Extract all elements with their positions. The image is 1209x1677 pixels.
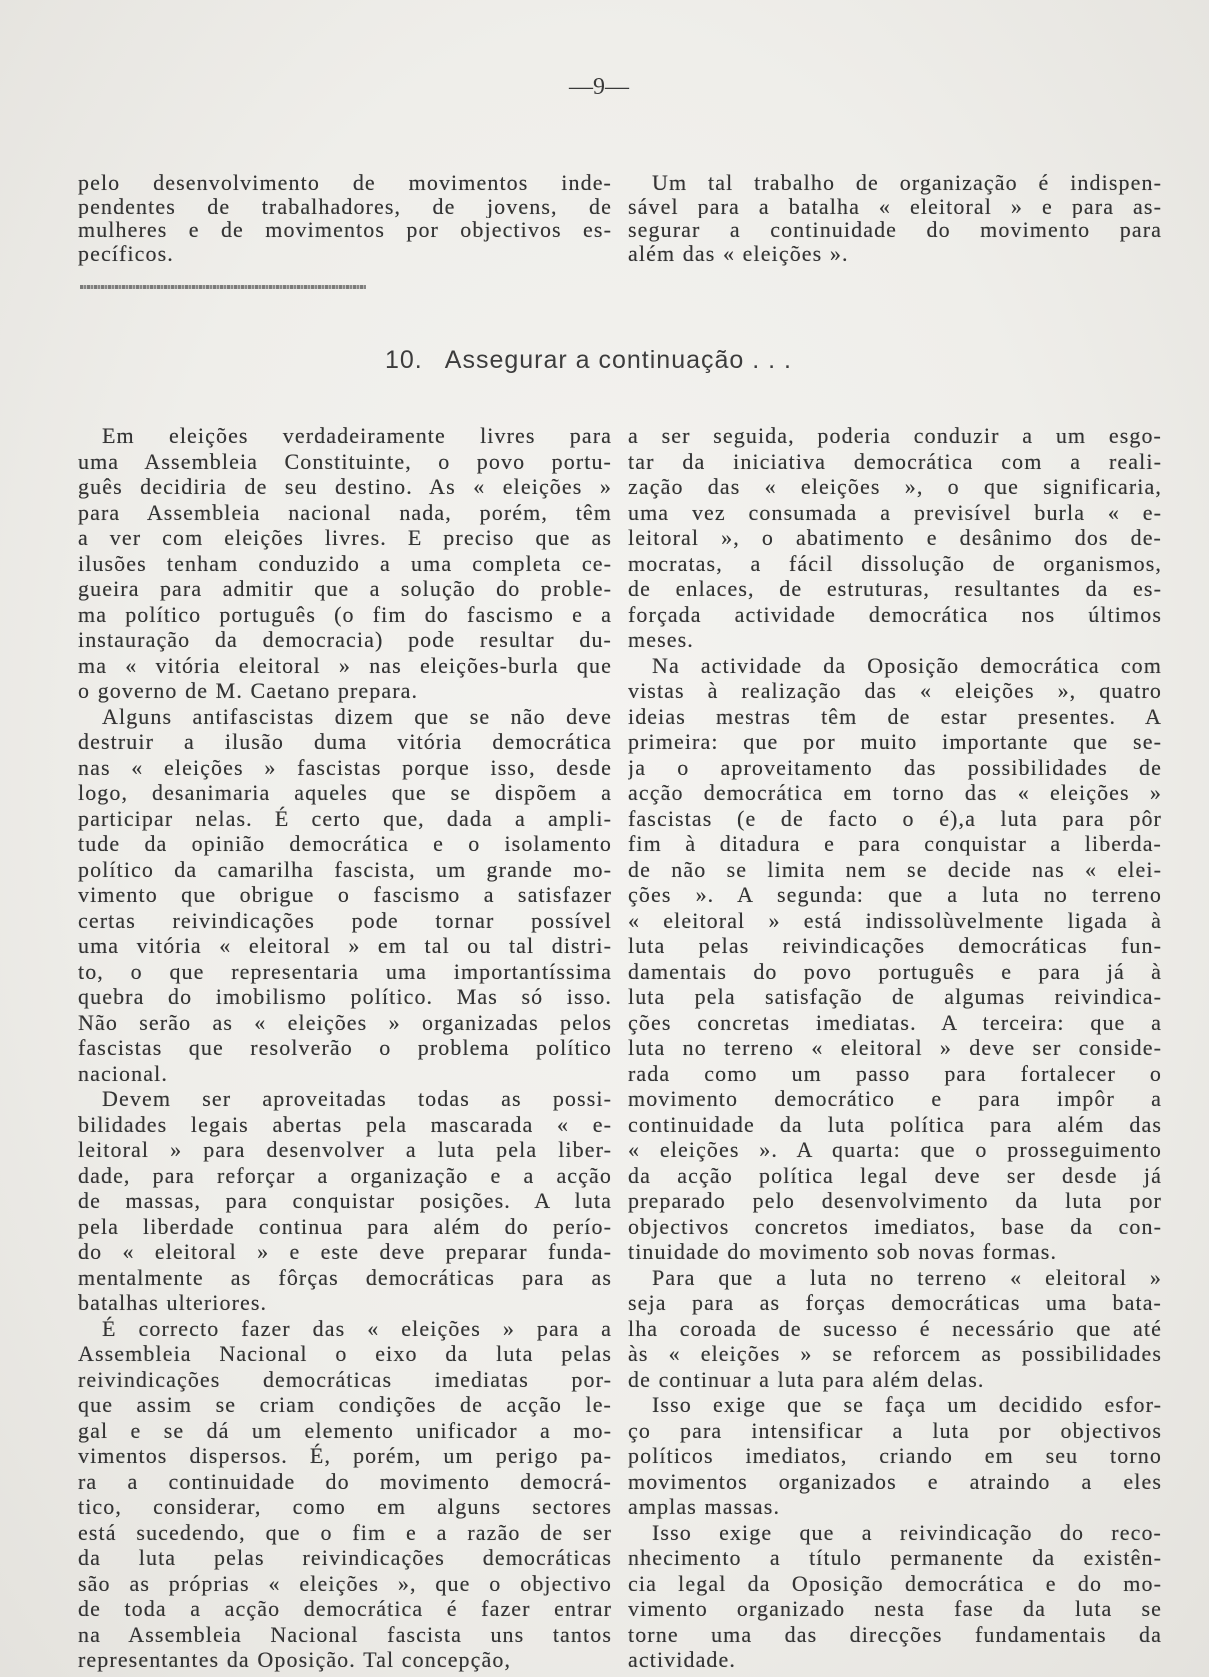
text-line: sável para a batalha « eleitoral » e para as- [628,194,1162,219]
text-line: leitoral » para desenvolver a luta pela liber- [78,1137,612,1162]
text-line: Assembleia Nacional o eixo da luta pelas [78,1341,612,1366]
text-line: ções ». A segunda: que a luta no terreno [628,882,1162,907]
text-line: luta pelas reivindicações democráticas fun- [628,933,1162,958]
text-line: fascistas que resolverão o problema político [78,1035,612,1060]
text-line: pecíficos. [78,242,174,266]
text-line: actividade. [628,1647,736,1672]
text-line: ma « vitória eleitoral » nas eleições-burla que [78,652,612,678]
text-line: cia legal da Oposição democrática e do mo- [628,1570,1162,1596]
text-line: às « eleições » se reforcem as possibilidades [628,1341,1162,1366]
paragraph [628,1265,1162,1393]
text-line: guês decidiria de seu destino. As « eleições » [78,474,612,499]
body-right-column [628,423,1162,1673]
text-line: « eleições ». A quarta: que o prosseguimento [628,1137,1162,1162]
text-line: uma vitória « eleitoral » em tal ou tal distri- [78,933,612,958]
text-line: uma vez consumada a previsível burla « e- [628,499,1162,525]
text-line: mentalmente as fôrças democráticas para as [78,1264,612,1290]
text-line: a ser seguida, poderia conduzir a um esgo- [628,423,1162,448]
section-number: 10. [385,346,423,374]
text-line: certas reivindicações pode tornar possível [78,907,612,933]
paragraph [628,1520,1162,1673]
text-line: representantes da Oposição. Tal concepção, [78,1647,512,1672]
paragraph [628,423,1162,653]
text-line: ilusões tenham conduzido a uma completa ce- [78,550,612,576]
text-line: vimento organizado nesta fase da luta se [628,1596,1162,1621]
text-line: tinuidade do movimento sob novas formas. [628,1239,1058,1264]
text-line: está sucedendo, que o fim e a razão de ser [78,1519,612,1545]
text-line: Isso exige que a reivindicação do reco- [652,1519,1162,1545]
text-line: « eleitoral » está indissolùvelmente ligada à [628,907,1162,933]
text-line: gueira para admitir que a solução do proble- [78,576,612,601]
top-right-column [628,171,1162,266]
text-line: ções concretas imediatas. A terceira: que a [628,1009,1162,1035]
text-line: zação das « eleições », o que significaria, [628,474,1162,499]
text-line: instauração da democracia) pode resultar du- [78,627,612,652]
text-line: vimentos dispersos. É, porém, um perigo pa- [78,1443,612,1468]
text-line: políticos imediatos, criando em seu torno [628,1443,1162,1468]
text-line: luta pela satisfação de algumas reivindica- [628,984,1162,1009]
text-line: participar nelas. É certo que, dada a ampli- [78,805,612,831]
text-line: lha coroada de sucesso é necessário que até [628,1315,1162,1341]
text-line: batalhas ulteriores. [78,1290,268,1315]
text-line: seja para as forças democráticas uma bata- [628,1290,1162,1315]
text-line: continuidade da luta política para além das [628,1111,1162,1137]
text-line: É correcto fazer das « eleições » para a [102,1315,612,1341]
text-line: fim à ditadura e para conquistar a liberda- [628,831,1162,856]
text-line: bilidades legais abertas pela mascarada « e- [78,1111,612,1137]
text-line: preparado pelo desenvolvimento da luta por [628,1188,1162,1213]
section-heading [385,342,792,378]
text-line: de toda a acção democrática é fazer entrar [78,1596,612,1621]
text-line: movimento democrático e para impôr a [628,1086,1162,1111]
text-line: vistas à realização das « eleições », quatro [628,678,1162,703]
text-line: damentais do povo português e para já à [628,958,1162,984]
text-line: rada como um passo para fortalecer o [628,1060,1162,1086]
text-line: pendentes de trabalhadores, de jovens, de [78,194,612,219]
text-line: pela liberdade continua para além do perío- [78,1213,612,1239]
text-line: reivindicações democráticas imediatas por- [78,1366,612,1392]
text-line: logo, desanimaria aqueles que se dispõem a [78,780,612,805]
text-line: segurar a continuidade do movimento para [628,218,1162,243]
text-line: Não serão as « eleições » organizadas pelos [78,1009,612,1035]
text-line: tico, considerar, como em alguns sectores [78,1494,612,1519]
text-line: Devem ser aproveitadas todas as possi- [102,1086,612,1111]
paragraph [628,171,1162,266]
text-line: são as próprias « eleições », que o objectivo [78,1570,612,1596]
text-line: Na actividade da Oposição democrática com [652,652,1162,678]
section-title: Assegurar a continuação . . . [444,346,793,374]
text-line: vimento que obrigue o fascismo a satisfazer [78,882,612,907]
text-line: amplas massas. [628,1494,781,1519]
text-line: ra a continuidade do movimento democrá- [78,1468,612,1494]
text-line: nhecimento a título permanente da existên- [628,1545,1162,1570]
text-line: de continuar a luta para além delas. [628,1366,985,1392]
body-left-column [78,423,612,1673]
text-line: Para que a luta no terreno « eleitoral » [652,1264,1162,1290]
text-line: ma político português (o fim do fascismo e a [78,601,612,627]
paragraph [78,704,612,1087]
text-line: tar da iniciativa democrática com a reali- [628,448,1162,474]
text-line: de não se limita nem se decide nas « elei- [628,856,1162,882]
text-line: meses. [628,627,694,652]
text-line: gal e se dá um elemento unificador a mo- [78,1417,612,1443]
text-line: na Assembleia Nacional fascista uns tantos [78,1621,612,1647]
top-left-column [78,171,612,266]
text-line: de enlaces, de estruturas, resultantes da es- [628,576,1162,601]
text-line: acção democrática em torno das « eleições » [628,780,1162,805]
text-line: do « eleitoral » e este deve preparar funda- [78,1239,612,1264]
text-line: de massas, para conquistar posições. A luta [78,1188,612,1213]
page-number: —9— [569,74,629,100]
text-line: movimentos organizados e atraindo a eles [628,1468,1162,1494]
paragraph [78,423,612,704]
text-line: ço para intensificar a luta por objectivos [628,1417,1162,1443]
separator-rule [80,285,366,289]
text-line: da acção política legal deve ser desde já [628,1162,1162,1188]
text-line: Em eleições verdadeiramente livres para [102,423,612,448]
text-line: Alguns antifascistas dizem que se não deve [102,703,612,729]
text-line: dade, para reforçar a organização e a acção [78,1162,612,1188]
text-line: Um tal trabalho de organização é indispen- [652,171,1162,195]
paragraph [78,171,612,266]
text-line: que assim se criam condições de acção le- [78,1392,612,1417]
text-line: político da camarilha fascista, um grande mo- [78,856,612,882]
text-line: Isso exige que se faça um decidido esfor- [652,1392,1162,1417]
text-line: a ver com eleições livres. E preciso que as [78,525,612,550]
paragraph [78,1086,612,1316]
text-line: para Assembleia nacional nada, porém, têm [78,499,612,525]
paragraph [628,1392,1162,1520]
text-line: pelo desenvolvimento de movimentos inde- [78,171,612,195]
text-line: nacional. [78,1060,168,1086]
text-line: leitoral », o abatimento e desânimo dos de- [628,525,1162,550]
text-line: forçada actividade democrática nos últimos [628,601,1162,627]
text-line: o governo de M. Caetano prepara. [78,678,419,703]
text-line: nas « eleições » fascistas porque isso, desde [78,754,612,780]
paragraph [78,1316,612,1673]
text-line: primeira: que por muito importante que se- [628,729,1162,754]
text-line: to, o que representaria uma importantíssima [78,958,612,984]
text-line: uma Assembleia Constituinte, o povo portu- [78,448,612,474]
text-line: tude da opinião democrática e o isolamento [78,831,612,856]
paragraph [628,653,1162,1265]
text-line: destruir a ilusão duma vitória democrática [78,729,612,754]
text-line: mocratas, a fácil dissolução de organismos, [628,550,1162,576]
text-line: torne uma das direcções fundamentais da [628,1621,1162,1647]
text-line: ja o aproveitamento das possibilidades de [628,754,1162,780]
text-line: da luta pelas reivindicações democráticas [78,1545,612,1570]
text-line: quebra do imobilismo político. Mas só isso. [78,984,612,1009]
text-line: além das « eleições ». [628,242,849,266]
text-line: objectivos concretos imediatos, base da con- [628,1213,1162,1239]
text-line: fascistas (e de facto o é),a luta para pôr [628,805,1162,831]
text-line: luta no terreno « eleitoral » deve ser conside- [628,1035,1162,1060]
text-line: mulheres e de movimentos por objectivos es- [78,218,612,243]
text-line: ideias mestras têm de estar presentes. A [628,703,1162,729]
